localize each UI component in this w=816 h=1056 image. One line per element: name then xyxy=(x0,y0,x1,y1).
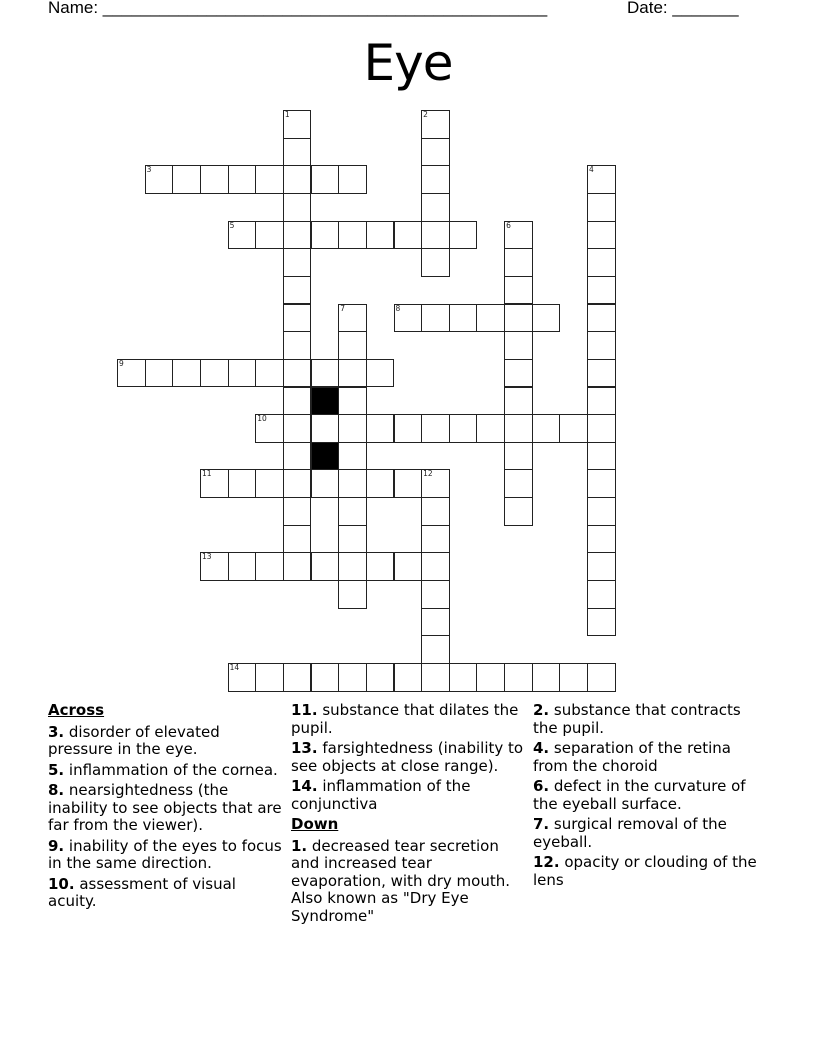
grid-cell[interactable] xyxy=(283,387,312,416)
grid-cell[interactable] xyxy=(283,497,312,526)
grid-cell[interactable] xyxy=(283,193,312,222)
grid-cell[interactable] xyxy=(421,193,450,222)
grid-cell[interactable] xyxy=(587,497,616,526)
grid-cell[interactable] xyxy=(338,331,367,360)
grid-cell[interactable] xyxy=(559,663,588,692)
clue-number-label: 4 xyxy=(589,165,594,175)
grid-cell[interactable] xyxy=(311,414,340,443)
grid-cell[interactable] xyxy=(338,552,367,581)
clue-number: 8. xyxy=(48,781,65,799)
grid-cell[interactable] xyxy=(504,663,533,692)
grid-cell[interactable] xyxy=(338,414,367,443)
clue-number-label: 12 xyxy=(423,469,433,479)
grid-cell[interactable] xyxy=(311,359,340,388)
grid-cell[interactable] xyxy=(172,165,201,194)
grid-cell[interactable] xyxy=(200,552,229,581)
grid-cell[interactable] xyxy=(311,552,340,581)
grid-cell[interactable] xyxy=(587,414,616,443)
clue-text: substance that contracts the pupil. xyxy=(533,701,741,737)
grid-cell[interactable] xyxy=(587,248,616,277)
clue-number: 10. xyxy=(48,874,75,893)
clues-column-1 xyxy=(48,702,283,914)
grid-cell[interactable] xyxy=(311,165,340,194)
grid-cell[interactable] xyxy=(421,635,450,664)
grid-cell[interactable] xyxy=(117,359,146,388)
clue-number: 4. xyxy=(533,739,550,757)
grid-cell[interactable] xyxy=(421,580,450,609)
grid-cell[interactable] xyxy=(559,414,588,443)
grid-cell[interactable] xyxy=(587,525,616,554)
grid-cell[interactable] xyxy=(504,248,533,277)
grid-cell[interactable] xyxy=(228,165,257,194)
clue-text: substance that dilates the pupil. xyxy=(291,701,519,737)
grid-cell[interactable] xyxy=(366,469,395,498)
grid-cell[interactable] xyxy=(587,663,616,692)
clue-text: farsightedness (inability to see objects at close range). xyxy=(291,739,524,775)
grid-cell[interactable] xyxy=(338,497,367,526)
clue-text: inability of the eyes to focus in the same direction. xyxy=(48,836,282,872)
grid-cell[interactable] xyxy=(172,359,201,388)
grid-cell[interactable] xyxy=(421,663,450,692)
grid-cell[interactable] xyxy=(587,469,616,498)
grid-cell[interactable] xyxy=(421,110,450,139)
grid-cell[interactable] xyxy=(421,248,450,277)
grid-cell[interactable] xyxy=(421,165,450,194)
grid-cell[interactable] xyxy=(338,442,367,471)
grid-cell[interactable] xyxy=(311,221,340,250)
grid-cell[interactable] xyxy=(421,525,450,554)
clue-number-label: 10 xyxy=(257,414,267,424)
grid-cell[interactable] xyxy=(421,304,450,333)
grid-cell[interactable] xyxy=(587,442,616,471)
clue-text: nearsightedness (the inability to see objects that are far from the viewer). xyxy=(48,781,282,834)
clue-number-label: 8 xyxy=(395,303,401,313)
grid-cell[interactable] xyxy=(338,525,367,554)
clue-text: inflammation of the cornea. xyxy=(64,760,278,779)
grid-cell[interactable] xyxy=(587,359,616,388)
clue-number-label: 2 xyxy=(423,110,428,119)
grid-cell[interactable] xyxy=(587,331,616,360)
grid-cell[interactable] xyxy=(394,663,423,692)
grid-cell[interactable] xyxy=(228,359,257,388)
grid-cell[interactable] xyxy=(228,663,257,692)
clue-across-3 xyxy=(48,724,283,759)
grid-cell[interactable] xyxy=(587,608,616,637)
grid-cell[interactable] xyxy=(394,221,423,250)
grid-cell[interactable] xyxy=(338,580,367,609)
clue-text: separation of the retina from the choroid xyxy=(533,739,731,775)
clue-number: 13. xyxy=(291,739,318,757)
grid-cell[interactable] xyxy=(421,469,450,498)
grid-cell[interactable] xyxy=(255,359,284,388)
grid-cell[interactable] xyxy=(504,276,533,305)
grid-cell[interactable] xyxy=(476,304,505,333)
clue-number: 5. xyxy=(48,760,65,779)
clue-number-label: 5 xyxy=(229,220,235,230)
grid-cell[interactable] xyxy=(587,165,616,194)
clue-text: opacity or clouding of the lens xyxy=(533,853,757,889)
down-heading: Down xyxy=(291,815,339,833)
grid-cell[interactable] xyxy=(504,497,533,526)
clues-column-2 xyxy=(291,702,526,928)
clue-down-12 xyxy=(533,854,768,889)
clue-across-10 xyxy=(48,876,283,911)
grid-cell[interactable] xyxy=(338,359,367,388)
clue-number: 11. xyxy=(291,701,318,719)
grid-cell[interactable] xyxy=(587,387,616,416)
grid-cell[interactable] xyxy=(476,414,505,443)
clue-number: 2. xyxy=(533,701,550,719)
grid-cell[interactable] xyxy=(587,276,616,305)
name-field[interactable]: Name: _______________________________________________ xyxy=(48,0,548,17)
clue-text: surgical removal of the eyeball. xyxy=(533,815,727,851)
clue-down-7 xyxy=(533,816,768,851)
grid-cell[interactable] xyxy=(145,359,174,388)
grid-cell[interactable] xyxy=(338,165,367,194)
grid-cell[interactable] xyxy=(504,414,533,443)
grid-cell[interactable] xyxy=(145,165,174,194)
clue-number: 14. xyxy=(291,777,318,795)
clue-across-14 xyxy=(291,778,526,813)
clue-across-5 xyxy=(48,762,283,780)
grid-cell[interactable] xyxy=(394,552,423,581)
grid-cell[interactable] xyxy=(504,359,533,388)
grid-cell[interactable] xyxy=(532,663,561,692)
grid-cell[interactable] xyxy=(421,552,450,581)
grid-cell[interactable] xyxy=(587,552,616,581)
grid-cell[interactable] xyxy=(200,165,229,194)
grid-cell[interactable] xyxy=(338,469,367,498)
grid-cell[interactable] xyxy=(255,165,284,194)
clue-number: 9. xyxy=(48,836,65,855)
grid-cell[interactable] xyxy=(200,469,229,498)
grid-cell[interactable] xyxy=(283,248,312,277)
clue-text: inflammation of the conjunctiva xyxy=(291,777,471,813)
clue-across-9 xyxy=(48,838,283,873)
grid-cell[interactable] xyxy=(283,276,312,305)
grid-cell[interactable] xyxy=(587,580,616,609)
grid-cell[interactable] xyxy=(228,221,257,250)
grid-cell[interactable] xyxy=(228,469,257,498)
clue-number-label: 3 xyxy=(146,165,152,175)
grid-cell[interactable] xyxy=(338,304,367,333)
grid-cell[interactable] xyxy=(421,608,450,637)
grid-cell[interactable] xyxy=(504,442,533,471)
black-cell xyxy=(311,442,340,471)
grid-cell[interactable] xyxy=(504,221,533,250)
clue-number: 6. xyxy=(533,777,550,795)
clue-number-label: 13 xyxy=(201,552,212,562)
clue-number-label: 1 xyxy=(284,110,290,119)
clue-number: 12. xyxy=(533,853,560,871)
grid-cell[interactable] xyxy=(255,552,284,581)
grid-cell[interactable] xyxy=(449,304,478,333)
page-title: Eye xyxy=(363,34,453,92)
grid-cell[interactable] xyxy=(366,359,395,388)
grid-cell[interactable] xyxy=(394,469,423,498)
clue-across-8 xyxy=(48,782,283,835)
grid-cell[interactable] xyxy=(255,663,284,692)
grid-cell[interactable] xyxy=(366,414,395,443)
clue-across-11 xyxy=(291,702,526,737)
grid-cell[interactable] xyxy=(421,497,450,526)
grid-cell[interactable] xyxy=(228,552,257,581)
grid-cell[interactable] xyxy=(283,221,312,250)
clue-number-label: 9 xyxy=(119,358,124,368)
grid-cell[interactable] xyxy=(421,138,450,167)
grid-cell[interactable] xyxy=(283,138,312,167)
clue-number-label: 14 xyxy=(229,663,240,672)
grid-cell[interactable] xyxy=(283,304,312,333)
grid-cell[interactable] xyxy=(421,414,450,443)
grid-cell[interactable] xyxy=(255,414,284,443)
clue-text: assessment of visual acuity. xyxy=(48,874,236,910)
across-heading: Across xyxy=(48,701,105,719)
grid-cell[interactable] xyxy=(311,663,340,692)
grid-cell[interactable] xyxy=(366,663,395,692)
grid-cell[interactable] xyxy=(255,221,284,250)
grid-cell[interactable] xyxy=(283,110,312,139)
grid-cell[interactable] xyxy=(283,552,312,581)
clue-number-label: 7 xyxy=(340,303,345,313)
grid-cell[interactable] xyxy=(283,442,312,471)
grid-cell[interactable] xyxy=(449,414,478,443)
crossword-grid xyxy=(117,110,643,691)
grid-cell[interactable] xyxy=(504,331,533,360)
grid-cell[interactable] xyxy=(504,304,533,333)
grid-cell[interactable] xyxy=(504,469,533,498)
clue-number-label: 11 xyxy=(201,469,212,479)
clue-down-4 xyxy=(533,740,768,775)
grid-cell[interactable] xyxy=(283,469,312,498)
grid-cell[interactable] xyxy=(476,663,505,692)
clue-down-2 xyxy=(533,702,768,737)
grid-cell[interactable] xyxy=(449,221,478,250)
grid-cell[interactable] xyxy=(311,469,340,498)
grid-cell[interactable] xyxy=(421,221,450,250)
clue-down-6 xyxy=(533,778,768,813)
grid-cell[interactable] xyxy=(394,304,423,333)
grid-cell[interactable] xyxy=(338,221,367,250)
grid-cell[interactable] xyxy=(283,165,312,194)
clue-text: defect in the curvature of the eyeball surface. xyxy=(533,777,746,813)
clue-number-label: 6 xyxy=(506,220,511,230)
grid-cell[interactable] xyxy=(532,414,561,443)
clue-text: disorder of elevated pressure in the eye. xyxy=(48,722,220,758)
grid-cell[interactable] xyxy=(394,414,423,443)
grid-cell[interactable] xyxy=(587,304,616,333)
grid-cell[interactable] xyxy=(587,221,616,250)
grid-cell[interactable] xyxy=(283,663,312,692)
grid-cell[interactable] xyxy=(283,359,312,388)
grid-cell[interactable] xyxy=(200,359,229,388)
clue-number: 3. xyxy=(48,722,65,741)
grid-cell[interactable] xyxy=(532,304,561,333)
clue-across-13 xyxy=(291,740,526,775)
grid-cell[interactable] xyxy=(283,331,312,360)
black-cell xyxy=(311,387,340,416)
clue-number: 7. xyxy=(533,815,550,833)
grid-cell[interactable] xyxy=(366,552,395,581)
grid-cell[interactable] xyxy=(283,414,312,443)
clue-text: decreased tear secretion and increased tear evaporation, with dry mouth. Also known as "Dry Eye Syndrome" xyxy=(291,836,511,925)
grid-cell[interactable] xyxy=(449,663,478,692)
grid-cell[interactable] xyxy=(504,387,533,416)
clues-column-3 xyxy=(533,702,768,892)
grid-cell[interactable] xyxy=(338,387,367,416)
grid-cell[interactable] xyxy=(587,193,616,222)
grid-cell[interactable] xyxy=(255,469,284,498)
clue-down-1 xyxy=(291,838,526,926)
grid-cell[interactable] xyxy=(338,663,367,692)
clue-number: 1. xyxy=(291,836,308,855)
grid-cell[interactable] xyxy=(283,525,312,554)
date-field[interactable]: Date: _______ xyxy=(627,0,739,17)
grid-cell[interactable] xyxy=(366,221,395,250)
